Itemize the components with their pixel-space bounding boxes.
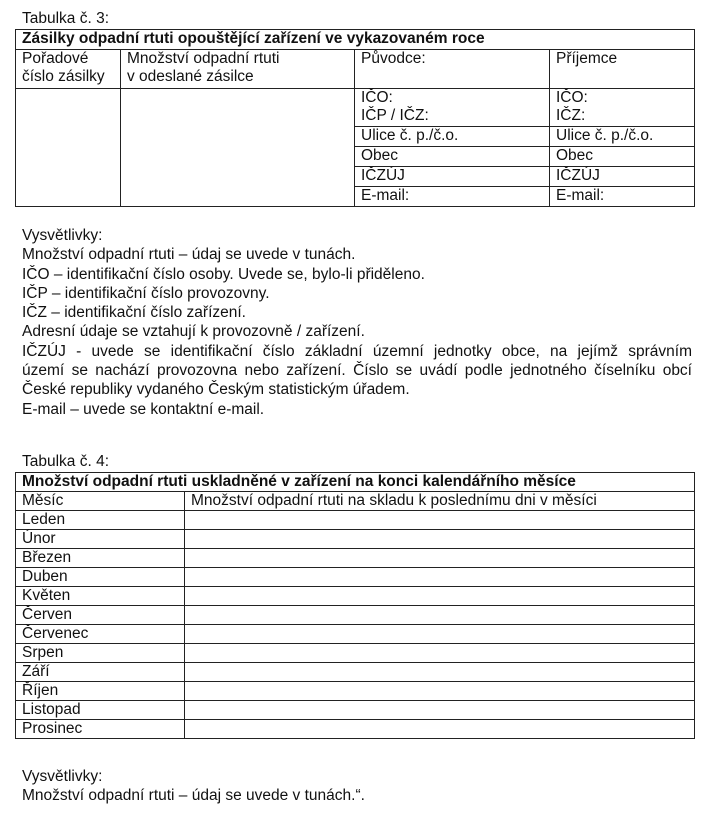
table-row	[16, 549, 695, 568]
table3-caption: Tabulka č. 3:	[22, 10, 110, 27]
table-row	[16, 682, 695, 701]
header-text: v odeslané zásilce	[127, 68, 254, 85]
originator-iczuj-row[interactable]: IČZÚJ	[355, 167, 549, 187]
month-label: Prosinec	[16, 720, 185, 739]
field-label: IČP / IČZ:	[361, 107, 429, 124]
recipient-iczuj-row[interactable]: IČZÚJ	[550, 167, 694, 187]
note-line: České republiky vydaného Českým statistickým úřadem.	[22, 381, 410, 399]
table-row	[16, 720, 695, 739]
amount-cell[interactable]	[185, 587, 695, 606]
table4-monthly-storage	[15, 472, 695, 739]
table-row	[16, 530, 695, 549]
amount-cell[interactable]	[185, 511, 695, 530]
table3-shipments	[15, 29, 695, 207]
month-label: Květen	[16, 587, 185, 606]
header-mercury-amount	[121, 50, 355, 89]
cell-shipment-number[interactable]	[16, 89, 121, 207]
header-text: Množství odpadní rtuti	[127, 50, 280, 67]
table-row	[16, 568, 695, 587]
header-text: číslo zásilky	[22, 68, 105, 85]
field-label: IČO:	[556, 89, 588, 106]
field-label: IČO:	[361, 89, 393, 106]
amount-cell[interactable]	[185, 625, 695, 644]
amount-cell[interactable]	[185, 530, 695, 549]
note-line: IČO – identifikační číslo osoby. Uvede se, bylo-li přiděleno.	[22, 265, 425, 283]
month-label: Červen	[16, 606, 185, 625]
table-row	[16, 587, 695, 606]
header-stored-amount: Množství odpadní rtuti na skladu k poslednímu dni v měsíci	[185, 492, 695, 511]
note-line: Množství odpadní rtuti – údaj se uvede v tunách.“.	[22, 787, 365, 805]
month-label: Duben	[16, 568, 185, 587]
note-line: E-mail – uvede se kontaktní e-mail.	[22, 400, 265, 418]
note-line: IČZÚJ - uvede se identifikační číslo základní územní jednotky obce, na jejímž správním	[22, 342, 692, 360]
table-row	[16, 511, 695, 530]
table3-explanations	[22, 226, 692, 419]
notes-heading: Vysvětlivky:	[22, 768, 103, 785]
note-line: IČZ – identifikační číslo zařízení.	[22, 304, 246, 322]
amount-cell[interactable]	[185, 568, 695, 587]
month-label: Únor	[16, 530, 185, 549]
recipient-street-row[interactable]: Ulice č. p./č.o.	[550, 127, 694, 147]
month-label: Leden	[16, 511, 185, 530]
notes-heading: Vysvětlivky:	[22, 227, 103, 244]
amount-cell[interactable]	[185, 606, 695, 625]
note-line: území se nachází provozovna nebo zařízení. Číslo se uvádí podle jednotného číselníku obcí	[22, 362, 692, 380]
table4-title: Množství odpadní rtuti uskladněné v zařízení na konci kalendářního měsíce	[16, 473, 695, 492]
recipient-ico-row[interactable]	[550, 89, 694, 127]
header-shipment-number	[16, 50, 121, 89]
month-label: Říjen	[16, 682, 185, 701]
amount-cell[interactable]	[185, 720, 695, 739]
table4-explanations	[22, 767, 692, 806]
originator-ico-row[interactable]	[355, 89, 549, 127]
recipient-fields	[550, 89, 695, 207]
originator-fields	[355, 89, 550, 207]
month-label: Červenec	[16, 625, 185, 644]
originator-municipality-row[interactable]: Obec	[355, 147, 549, 167]
month-label: Září	[16, 663, 185, 682]
month-label: Srpen	[16, 644, 185, 663]
month-label: Listopad	[16, 701, 185, 720]
table-row	[16, 701, 695, 720]
amount-cell[interactable]	[185, 644, 695, 663]
header-recipient: Příjemce	[550, 50, 695, 89]
originator-email-row[interactable]: E-mail:	[355, 187, 549, 207]
table-row	[16, 606, 695, 625]
recipient-municipality-row[interactable]: Obec	[550, 147, 694, 167]
header-originator: Původce:	[355, 50, 550, 89]
amount-cell[interactable]	[185, 682, 695, 701]
note-line: Adresní údaje se vztahují k provozovně / zařízení.	[22, 323, 365, 341]
field-label: IČZ:	[556, 107, 586, 124]
amount-cell[interactable]	[185, 549, 695, 568]
recipient-email-row[interactable]: E-mail:	[550, 187, 694, 207]
note-line: IČP – identifikační číslo provozovny.	[22, 284, 270, 302]
amount-cell[interactable]	[185, 663, 695, 682]
table-row	[16, 625, 695, 644]
table4-caption: Tabulka č. 4:	[22, 453, 110, 470]
header-text: Pořadové	[22, 50, 89, 67]
header-month: Měsíc	[16, 492, 185, 511]
note-line: Množství odpadní rtuti – údaj se uvede v tunách.	[22, 246, 356, 264]
table-row	[16, 644, 695, 663]
month-label: Březen	[16, 549, 185, 568]
amount-cell[interactable]	[185, 701, 695, 720]
originator-street-row[interactable]: Ulice č. p./č.o.	[355, 127, 549, 147]
table-row	[16, 663, 695, 682]
table3-title: Zásilky odpadní rtuti opouštějící zařízení ve vykazovaném roce	[16, 30, 695, 50]
cell-mercury-amount[interactable]	[121, 89, 355, 207]
